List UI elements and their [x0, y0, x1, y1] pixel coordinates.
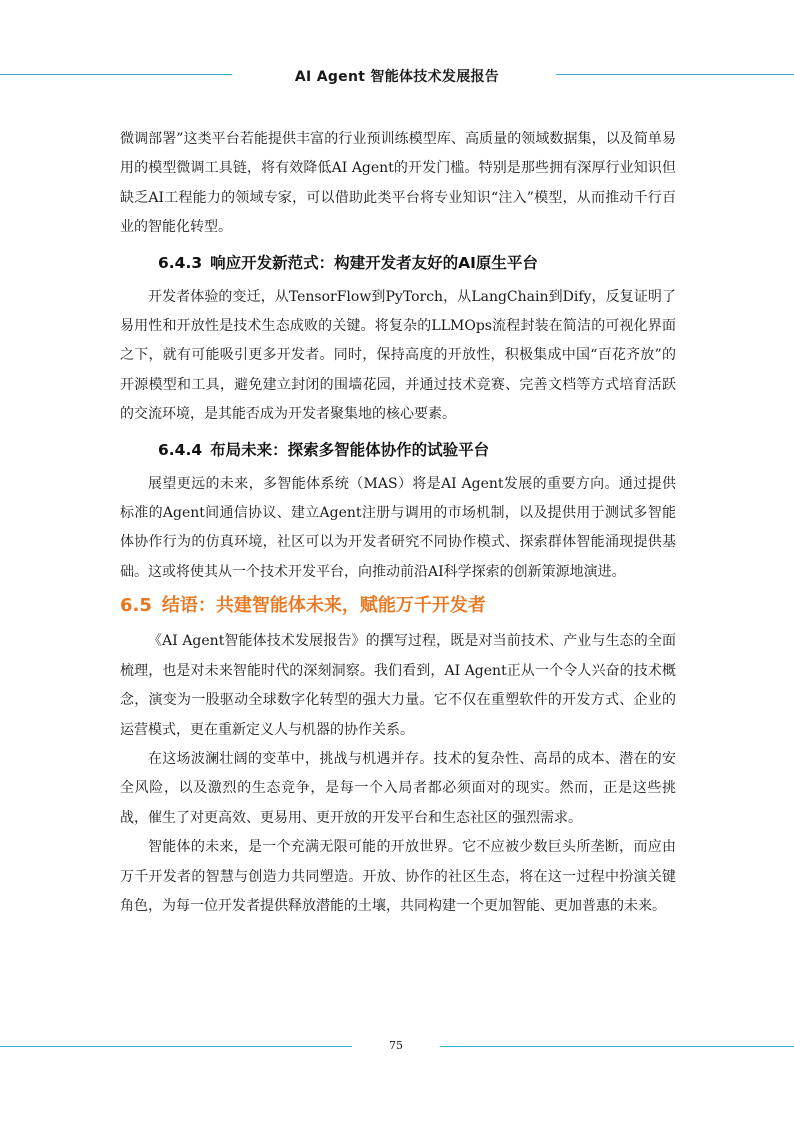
conclusion-paragraph-3: 智能体的未来，是一个充满无限可能的开放世界。它不应被少数巨头所垄断，而应由万千开发者的智慧与创造力共同塑造。开放、协作的社区生态，将在这一过程中扮演关键角色，为每一位开发者提供释放潜能的土壤，共同构建一个更加智能、更加普惠的未来。	[120, 839, 676, 914]
conclusion-paragraph-1: 《AI Agent智能体技术发展报告》的撰写过程，既是对当前技术、产业与生态的全面梳理，也是对未来智能时代的深刻洞察。我们看到，AI Agent正从一个令人兴奋的技术概念，演变为一股驱动全球数字化转型的强大力量。它不仅在重塑软件的开发方式、企业的运营模式，更在重新定义人与机器的协作关系。	[120, 633, 676, 738]
conclusion-paragraph-2: 在这场波澜壮阔的变革中，挑战与机遇并存。技术的复杂性、高昂的成本、潜在的安全风险，以及激烈的生态竞争，是每一个入局者都必须面对的现实。然而，正是这些挑战，催生了对更高效、更易用、更开放的开发平台和生态社区的强烈需求。	[120, 750, 676, 826]
paragraph-6-4-4: 展望更远的未来，多智能体系统（MAS）将是AI Agent发展的重要方向。通过提供标准的Agent间通信协议、建立Agent注册与调用的市场机制，以及提供用于测试多智能体协作行为的仿真环境，社区可以为开发者研究不同协作模式、探索群体智能涌现提供基础。这或将使其从一个技术开发平台，向推动前沿AI科学探索的创新策源地演进。	[120, 475, 676, 580]
header-rule-right	[556, 74, 794, 75]
section-number: 6.5	[120, 595, 152, 617]
section-title: 结语：共建智能体未来，赋能万千开发者	[161, 595, 486, 617]
page-body	[120, 125, 676, 921]
intro-paragraph: 微调部署”这类平台若能提供丰富的行业预训练模型库、高质量的领域数据集，以及简单易用的模型微调工具链，将有效降低AI Agent的开发门槛。特别是那些拥有深厚行业知识但缺乏AI工程能力的领域专家，可以借助此类平台将专业知识“注入”模型，从而推动千行百业的智能化转型。	[120, 131, 676, 236]
section-number: 6.4.4	[158, 440, 203, 459]
section-heading-6-5	[120, 591, 676, 621]
section-heading-6-4-3	[158, 249, 676, 278]
section-number: 6.4.3	[158, 253, 203, 272]
paragraph-6-4-3: 开发者体验的变迁，从TensorFlow到PyTorch，从LangChain到Dify，反复证明了易用性和开放性是技术生态成败的关键。将复杂的LLMOps流程封装在简洁的可视化界面之下，就有可能吸引更多开发者。同时，保持高度的开放性，积极集成中国“百花齐放”的开源模型和工具，避免建立封闭的围墙花园，并通过技术竞赛、完善文档等方式培育活跃的交流环境，是其能否成为开发者聚集地的核心要素。	[120, 288, 676, 423]
footer-rule-right	[440, 1046, 794, 1047]
section-heading-6-4-4	[158, 436, 676, 465]
footer-rule-left	[0, 1046, 352, 1047]
section-title: 布局未来：探索多智能体协作的试验平台	[210, 440, 490, 459]
page-number: 75	[389, 1039, 403, 1052]
section-title: 响应开发新范式：构建开发者友好的AI原生平台	[210, 253, 538, 272]
running-header-title: AI Agent 智能体技术发展报告	[294, 69, 500, 85]
